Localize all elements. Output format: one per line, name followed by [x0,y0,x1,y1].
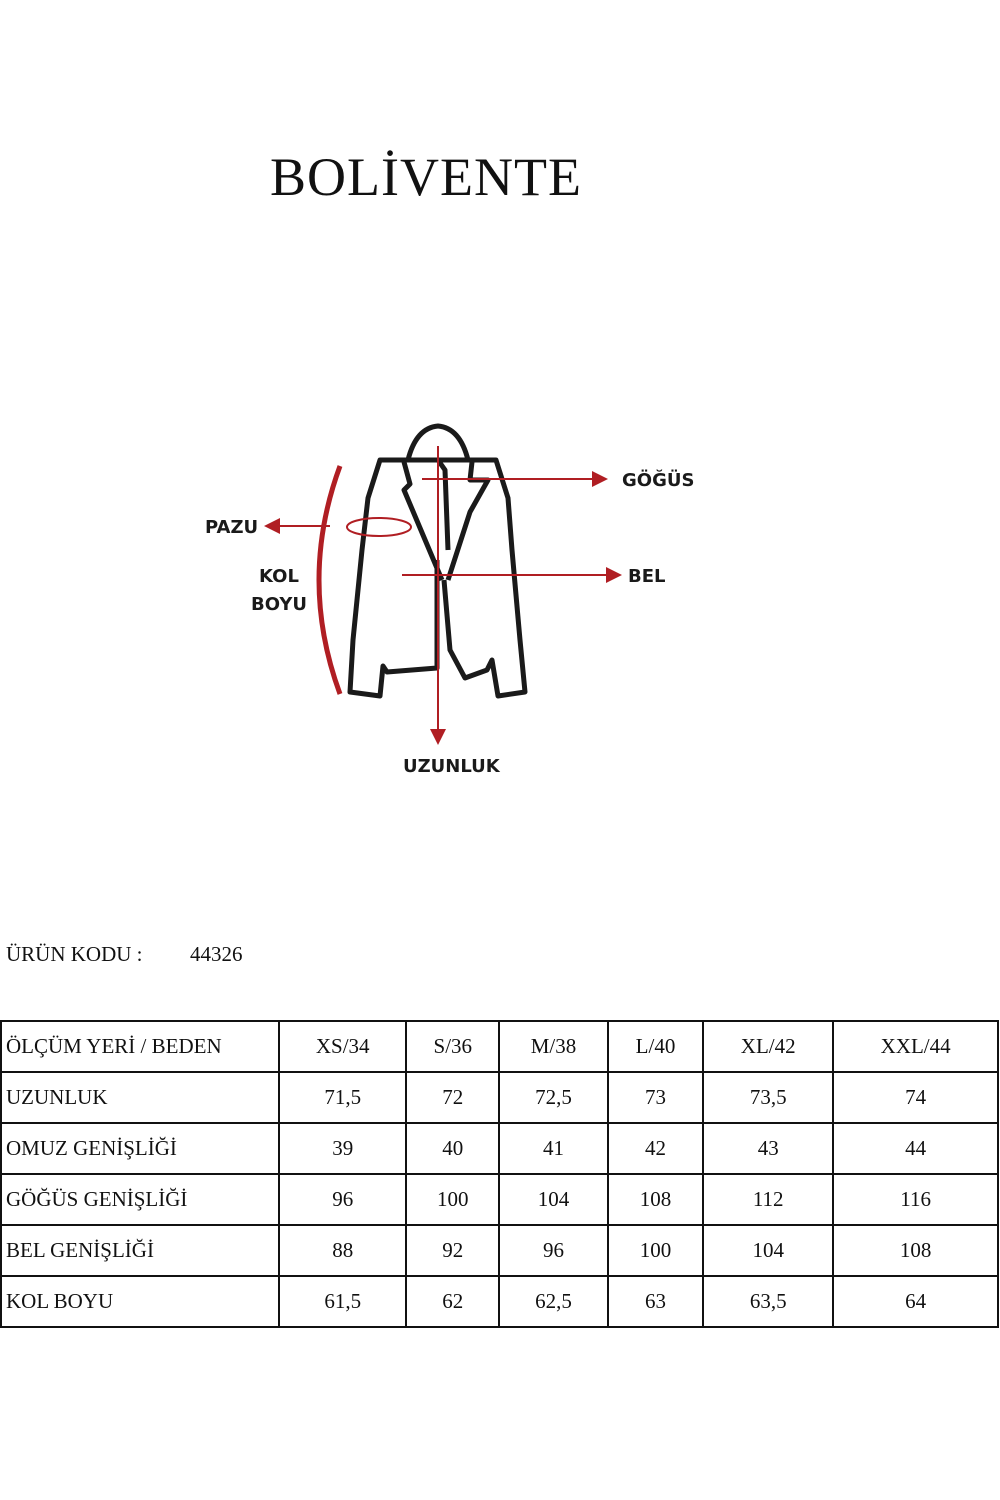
table-cell: 88 [279,1225,406,1276]
sleeve-label-line2: BOYU [251,594,308,615]
row-label: GÖĞÜS GENİŞLİĞİ [1,1174,279,1225]
table-cell: 42 [608,1123,703,1174]
table-cell: 39 [279,1123,406,1174]
table-row [1,1072,998,1123]
table-cell: 64 [833,1276,998,1327]
row-label: UZUNLUK [1,1072,279,1123]
table-cell: 72,5 [499,1072,608,1123]
table-cell: 116 [833,1174,998,1225]
table-cell: 74 [833,1072,998,1123]
table-cell: 71,5 [279,1072,406,1123]
table-cell: 62,5 [499,1276,608,1327]
table-row [1,1276,998,1327]
header-cell: S/36 [406,1021,499,1072]
table-row [1,1174,998,1225]
sleeve-length-arc [319,466,340,694]
table-cell: 104 [703,1225,833,1276]
table-cell: 63,5 [703,1276,833,1327]
header-cell: XXL/44 [833,1021,998,1072]
size-table [0,1020,999,1328]
table-cell: 62 [406,1276,499,1327]
sleeve-label-line1: KOL [259,566,299,587]
header-cell: M/38 [499,1021,608,1072]
table-cell: 100 [608,1225,703,1276]
header-cell: L/40 [608,1021,703,1072]
table-cell: 73,5 [703,1072,833,1123]
brand-logo: BOLİVENTE [270,147,582,207]
table-row [1,1225,998,1276]
jacket-measurement-diagram [190,410,730,790]
table-header-row [1,1021,998,1072]
waist-label: BEL [628,566,666,587]
table-cell: 96 [499,1225,608,1276]
bicep-label: PAZU [205,517,259,538]
table-cell: 40 [406,1123,499,1174]
product-code-label: ÜRÜN KODU : [6,942,143,966]
chest-label: GÖĞÜS [622,470,695,491]
table-cell: 72 [406,1072,499,1123]
table-cell: 44 [833,1123,998,1174]
row-label: BEL GENİŞLİĞİ [1,1225,279,1276]
header-cell: ÖLÇÜM YERİ / BEDEN [1,1021,279,1072]
table-cell: 63 [608,1276,703,1327]
table-cell: 108 [833,1225,998,1276]
table-row [1,1123,998,1174]
table-cell: 104 [499,1174,608,1225]
header-cell: XS/34 [279,1021,406,1072]
table-cell: 61,5 [279,1276,406,1327]
row-label: OMUZ GENİŞLİĞİ [1,1123,279,1174]
table-cell: 43 [703,1123,833,1174]
length-label: UZUNLUK [403,756,500,777]
table-cell: 100 [406,1174,499,1225]
table-cell: 41 [499,1123,608,1174]
table-cell: 112 [703,1174,833,1225]
table-cell: 92 [406,1225,499,1276]
table-cell: 108 [608,1174,703,1225]
table-cell: 96 [279,1174,406,1225]
header-cell: XL/42 [703,1021,833,1072]
product-code-value: 44326 [190,942,243,966]
table-cell: 73 [608,1072,703,1123]
row-label: KOL BOYU [1,1276,279,1327]
